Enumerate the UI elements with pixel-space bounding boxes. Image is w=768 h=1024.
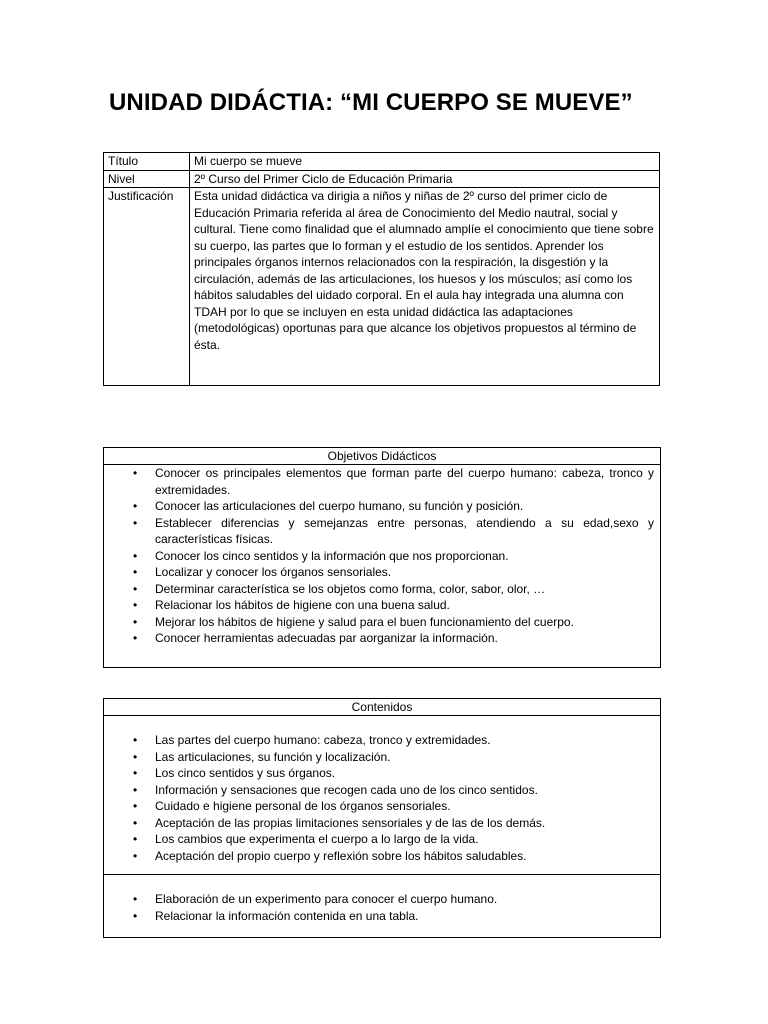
contenido-item	[104, 908, 660, 925]
objetivos-table	[103, 447, 661, 668]
contenidos-list-procedimentales	[104, 891, 660, 924]
contenido-text: Los cinco sentidos y sus órganos.	[155, 766, 336, 780]
contenido-item	[104, 732, 660, 749]
nivel-label: Nivel	[104, 170, 190, 188]
titulo-label: Título	[104, 153, 190, 171]
document-title: UNIDAD DIDÁCTIA: “MI CUERPO SE MUEVE”	[109, 89, 633, 116]
contenido-text: Información y sensaciones que recogen cada uno de los cinco sentidos.	[155, 782, 538, 797]
contenidos-divider	[104, 874, 660, 875]
bullet-icon: •	[133, 614, 138, 629]
bullet-icon: •	[133, 749, 138, 764]
objetivo-item	[104, 465, 660, 498]
justificacion-label: Justificación	[104, 188, 190, 386]
info-row-justificacion	[104, 188, 660, 386]
bullet-icon: •	[133, 766, 138, 780]
info-row-titulo	[104, 153, 660, 171]
contenido-text: Aceptación de las propias limitaciones sensoriales y de las de los demás.	[155, 815, 546, 830]
objetivos-header: Objetivos Didácticos	[104, 448, 660, 465]
contenidos-header: Contenidos	[104, 699, 660, 716]
objetivo-item	[104, 548, 660, 565]
contenido-item	[104, 831, 660, 848]
info-row-nivel	[104, 170, 660, 188]
objetivo-text: Conocer las articulaciones del cuerpo humano, su función y posición.	[155, 499, 524, 513]
bullet-icon: •	[133, 466, 138, 480]
titulo-value: Mi cuerpo se mueve	[190, 153, 660, 171]
objetivo-item	[104, 564, 660, 581]
objetivo-item	[104, 630, 660, 647]
bullet-icon: •	[133, 548, 138, 563]
contenido-text: Relacionar la información contenida en una tabla.	[155, 908, 419, 923]
bullet-icon: •	[133, 832, 138, 846]
objetivo-item	[104, 498, 660, 515]
objetivo-text: Conocer los cinco sentidos y la información que nos proporcionan.	[155, 548, 509, 563]
bullet-icon: •	[133, 631, 138, 645]
bullet-icon: •	[133, 581, 138, 596]
nivel-value: 2º Curso del Primer Ciclo de Educación Primaria	[190, 170, 660, 188]
contenido-text: Cuidado e higiene personal de los órganos sensoriales.	[155, 799, 451, 813]
bullet-icon: •	[133, 892, 138, 906]
contenidos-list-conceptuales	[104, 732, 660, 864]
info-table	[103, 152, 660, 386]
contenido-item	[104, 848, 660, 865]
justificacion-value: Esta unidad didáctica va dirigia a niños y niñas de 2º curso del primer ciclo de Educación Primaria referida al área de Conocimiento del Medio nautral, social y cultural. Tiene como finalidad que el alumnado amplíe el conocimiento que tiene sobre su cuerpo, las partes que lo forman y el estudio de los sentidos. Aprender los principales órganos internos relacionados con la respiración, la disgestión y la circulación, además de las articulaciones, los huesos y los músculos; así como los hábitos saludables del uidado corporal. En el aula hay integrada una alumna con TDAH por lo que se incluyen en esta unidad didáctica las adaptaciones (metodológicas) oportunas para que alcance los objetivos propuestos al término de ésta.	[190, 188, 660, 386]
objetivo-item	[104, 597, 660, 614]
contenido-item	[104, 815, 660, 832]
bullet-icon: •	[133, 515, 138, 530]
objetivo-item	[104, 581, 660, 598]
objetivo-text: Mejorar los hábitos de higiene y salud para el buen funcionamiento del cuerpo.	[155, 614, 574, 629]
bullet-icon: •	[133, 565, 138, 579]
contenido-text: Los cambios que experimenta el cuerpo a lo largo de la vida.	[155, 832, 479, 846]
objetivo-text: Conocer herramientas adecuadas par aorganizar la información.	[155, 631, 498, 645]
bullet-icon: •	[133, 848, 138, 863]
contenido-text: Las articulaciones, su función y localización.	[155, 749, 391, 764]
contenido-text: Las partes del cuerpo humano: cabeza, tronco y extremidades.	[155, 733, 491, 747]
objetivo-text: Determinar característica se los objetos como forma, color, sabor, olor, …	[155, 581, 546, 596]
objetivo-item	[104, 515, 660, 548]
objetivo-text: Localizar y conocer los órganos sensoriales.	[155, 565, 392, 579]
objetivos-list	[104, 465, 660, 647]
bullet-icon: •	[133, 598, 138, 612]
contenidos-table	[103, 698, 661, 938]
objetivo-text: Conocer os principales elementos que forman parte del cuerpo humano: cabeza, tronco y extremidades.	[155, 466, 654, 497]
bullet-icon: •	[133, 799, 138, 813]
objetivo-item	[104, 614, 660, 631]
contenido-item	[104, 749, 660, 766]
objetivo-text: Relacionar los hábitos de higiene con una buena salud.	[155, 598, 450, 612]
bullet-icon: •	[133, 908, 138, 923]
contenido-text: Elaboración de un experimento para conocer el cuerpo humano.	[155, 892, 498, 906]
objetivo-text: Establecer diferencias y semejanzas entre personas, atendiendo a su edad,sexo y características físicas.	[155, 515, 654, 546]
bullet-icon: •	[133, 815, 138, 830]
contenido-item	[104, 782, 660, 799]
bullet-icon: •	[133, 499, 138, 513]
contenido-item	[104, 765, 660, 782]
contenido-text: Aceptación del propio cuerpo y reflexión sobre los hábitos saludables.	[155, 848, 527, 863]
contenido-item	[104, 798, 660, 815]
bullet-icon: •	[133, 733, 138, 747]
contenido-item	[104, 891, 660, 908]
bullet-icon: •	[133, 782, 138, 797]
